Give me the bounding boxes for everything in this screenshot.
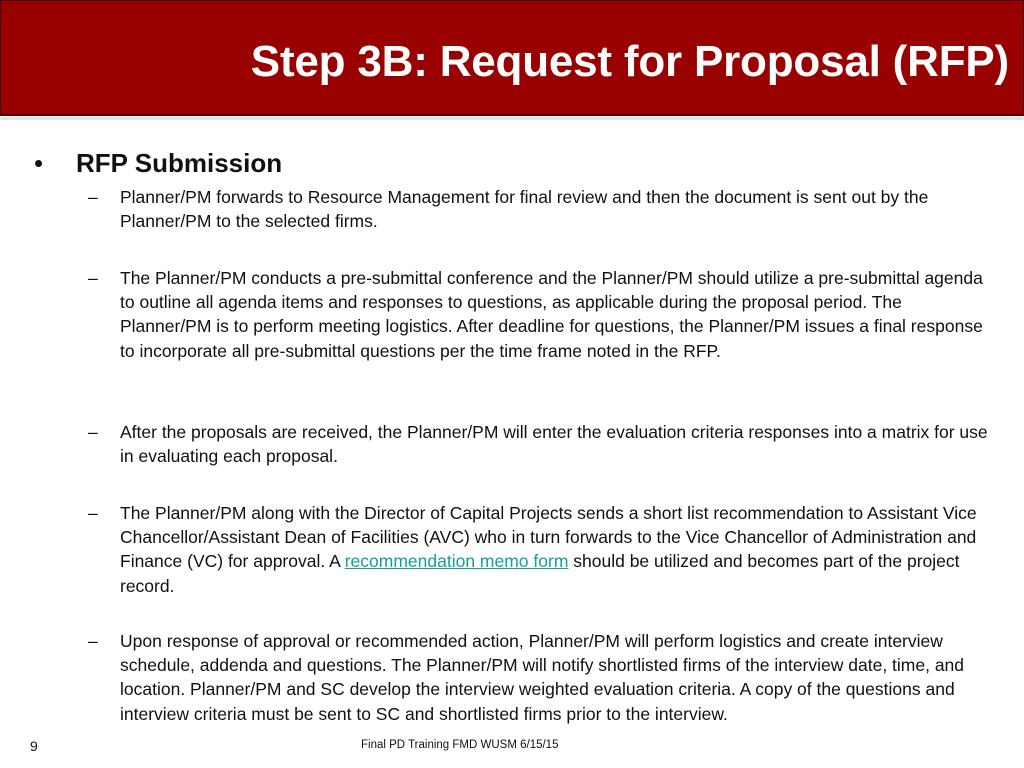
dash-icon: – (88, 503, 98, 523)
dash-icon: – (88, 187, 98, 207)
title-separator (0, 117, 1024, 120)
recommendation-memo-form-link[interactable]: recommendation memo form (344, 551, 569, 572)
footer-text: Final PD Training FMD WUSM 6/15/15 (361, 739, 559, 751)
dash-icon: – (88, 631, 98, 651)
section-heading: RFP Submission (76, 148, 283, 178)
page-number: 9 (30, 738, 38, 754)
list-item-text (120, 501, 988, 598)
list-item-text-start: The Planner/PM along with the Director of Capital Projects sends a short list recommendation to Assistant Vice Chancellor/Assistant Dean of Facilities (AVC) who in turn forwards to the Vice Chancellor of Administration and Finance (VC) for approval. A (120, 503, 977, 572)
list-item-text: After the proposals are received, the Planner/PM will enter the evaluation criteria responses into a matrix for use in evaluating each proposal. (120, 422, 988, 467)
list-item-text-end: should be utilized and becomes part of the project record. (120, 551, 960, 596)
bullet-icon: • (34, 148, 44, 178)
list-item-text: The Planner/PM conducts a pre-submittal conference and the Planner/PM should utilize a pre-submittal agenda to outline all agenda items and responses to questions, as applicable during the proposal period. The Planner/PM is to perform meeting logistics. After deadline for questions, the Planner/PM issues a final response to incorporate all pre-submittal questions per the time frame noted in the RFP. (120, 268, 983, 361)
list-item-evaluation-matrix (88, 420, 988, 468)
list-item-text: Upon response of approval or recommended action, Planner/PM will perform logistics and create interview schedule, addenda and questions. The Planner/PM will notify shortlisted firms of the interview date, time, and location. Planner/PM and SC develop the interview weighted evaluation criteria. A copy of the questions and interview criteria must be sent to SC and shortlisted firms prior to the interview. (120, 631, 965, 724)
slide-title: Step 3B: Request for Proposal (RFP) (250, 37, 1009, 86)
list-item-short-list (88, 501, 988, 598)
list-item-pre-submittal (88, 266, 988, 363)
list-item-forward-review (88, 185, 988, 233)
list-item-interview (88, 629, 988, 726)
dash-icon: – (88, 422, 98, 442)
title-bar (0, 0, 1024, 116)
dash-icon: – (88, 268, 98, 288)
list-item-text: Planner/PM forwards to Resource Management for final review and then the document is sent out by the Planner/PM to the selected firms. (120, 187, 929, 232)
